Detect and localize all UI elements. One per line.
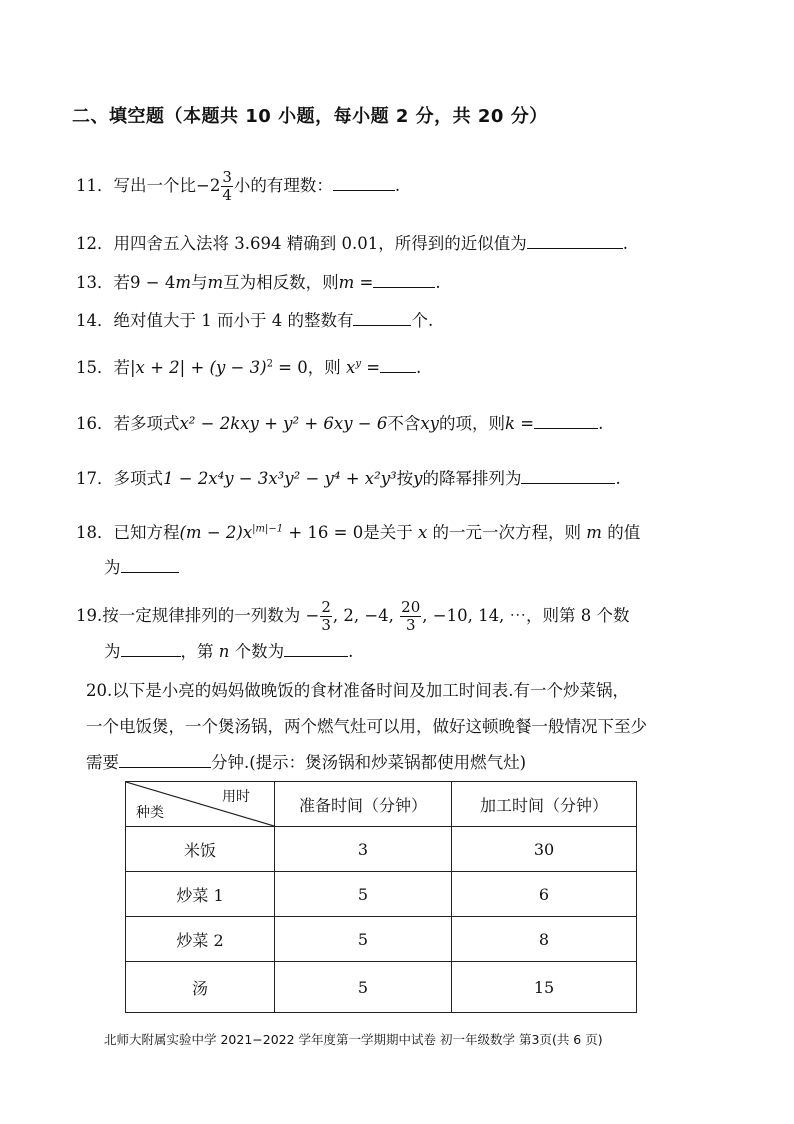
table-row bbox=[126, 962, 637, 1013]
answer-blank[interactable] bbox=[521, 467, 615, 484]
question-number: 11． bbox=[76, 176, 114, 195]
table-cell: 炒菜 1 bbox=[126, 872, 275, 917]
question-18-line2: 为 bbox=[104, 556, 179, 579]
answer-blank[interactable] bbox=[527, 232, 623, 249]
table-cell: 8 bbox=[452, 917, 637, 962]
answer-blank[interactable] bbox=[121, 640, 181, 657]
table-row bbox=[126, 872, 637, 917]
question-12: 12．用四舍五入法将 3.694 精确到 0.01，所得到的近似值为 . bbox=[76, 234, 628, 253]
question-11: 11．写出一个比−2 $\frac{3}{4}$ 小的有理数： . bbox=[76, 168, 401, 204]
question-20: 20.以下是小亮的妈妈做晚饭的食材准备时间及加工时间表.有一个炒菜锅， bbox=[86, 681, 629, 700]
answer-blank[interactable] bbox=[353, 309, 411, 326]
answer-blank[interactable] bbox=[373, 271, 435, 288]
table-cell: 30 bbox=[452, 827, 637, 872]
table-header-cell: 加工时间（分钟） bbox=[452, 782, 637, 827]
answer-blank[interactable] bbox=[121, 556, 179, 573]
table-row bbox=[126, 827, 637, 872]
table-cell: 汤 bbox=[126, 962, 275, 1013]
question-19-line2: 为 ，第 n 个数为 . bbox=[104, 642, 354, 661]
question-13: 13．若9 − 4m与m互为相反数，则m = . bbox=[76, 273, 441, 292]
table-cell: 3 bbox=[275, 827, 452, 872]
table-cell: 5 bbox=[275, 917, 452, 962]
answer-blank[interactable] bbox=[284, 640, 348, 657]
table-cell: 15 bbox=[452, 962, 637, 1013]
table-cell: 5 bbox=[275, 872, 452, 917]
fraction: $\frac{2}{3}$ bbox=[321, 598, 331, 634]
page-footer: 北师大附属实验中学 2021−2022 学年度第一学期期中试卷 初一年级数学 第3页(共 6 页) bbox=[104, 1032, 603, 1047]
answer-blank[interactable] bbox=[333, 174, 395, 191]
table-header-cell: 准备时间（分钟） bbox=[275, 782, 452, 827]
table-cell: 米饭 bbox=[126, 827, 275, 872]
table-cell: 5 bbox=[275, 962, 452, 1013]
answer-blank[interactable] bbox=[119, 751, 211, 768]
fraction: $\frac{20}{3}$ bbox=[401, 598, 421, 634]
ingredient-time-table bbox=[125, 781, 637, 1013]
question-17: 17．多项式1 − 2x⁴y − 3x³y² − y⁴ + x²y³按y的降幂排列为 . bbox=[76, 469, 621, 488]
question-19: 19.按一定规律排列的一列数为 − $\frac{2}{3}$ , 2, −4, $\frac{20}{3}$ , −10, 14, ⋯，则第 8 个数 bbox=[76, 598, 630, 634]
table-header-row bbox=[126, 782, 637, 827]
question-15: 15．若$|x + 2| + (y - 3)^2 = 0$，则 $x^y$ = . bbox=[76, 358, 422, 377]
section-title: 二、填空题（本题共 10 小题，每小题 2 分，共 20 分） bbox=[72, 106, 548, 127]
answer-blank[interactable] bbox=[380, 356, 416, 373]
question-16: 16．若多项式x² − 2kxy + y² + 6xy − 6不含xy的项，则k = . bbox=[76, 414, 604, 433]
table-row bbox=[126, 917, 637, 962]
table-cell: 6 bbox=[452, 872, 637, 917]
table-cell: 炒菜 2 bbox=[126, 917, 275, 962]
question-20-line3: 需要 分钟.(提示：煲汤锅和炒菜锅都使用燃气灶) bbox=[86, 753, 527, 772]
answer-blank[interactable] bbox=[534, 412, 598, 429]
table-corner-cell: 用时 种类 bbox=[126, 782, 275, 827]
question-18: 18．已知方程$(m - 2)x^{|m|-1} + 16 = 0$是关于 x 的一元一次方程，则 m 的值 bbox=[76, 523, 641, 542]
question-14: 14．绝对值大于 1 而小于 4 的整数有 个. bbox=[76, 311, 434, 330]
fraction: $\frac{3}{4}$ bbox=[222, 168, 232, 204]
question-20-line2: 一个电饭煲，一个煲汤锅，两个燃气灶可以用，做好这顿晚餐一般情况下至少 bbox=[86, 717, 647, 736]
